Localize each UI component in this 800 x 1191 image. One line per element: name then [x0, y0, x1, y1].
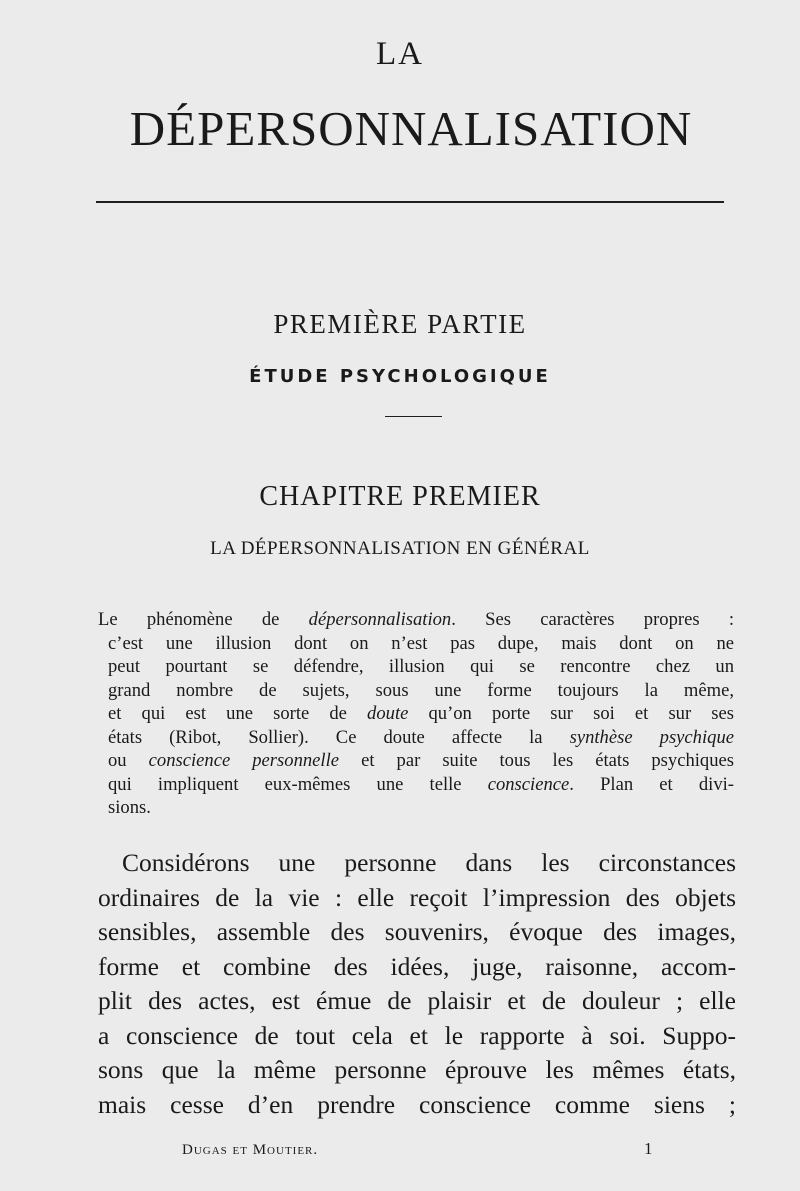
- body-line: plit des actes, est émue de plaisir et de douleur ; elle: [98, 986, 736, 1015]
- body-line: ordinaires de la vie : elle reçoit l’impression des objets: [98, 882, 736, 912]
- body-line: sensibles, assemble des souvenirs, évoque des images,: [98, 917, 736, 946]
- summary-line: peut pourtant se défendre, illusion qui se rencontre chez un: [108, 656, 734, 677]
- summary-line: Le phénomène de dépersonnalisation. Ses caractères propres :: [98, 609, 735, 630]
- page-number: 1: [644, 1139, 653, 1158]
- summary-line: sions.: [108, 797, 151, 818]
- part-title: PREMIÈRE PARTIE: [273, 309, 527, 339]
- chapter-title: CHAPITRE PREMIER: [259, 481, 541, 512]
- title-divider: [96, 201, 724, 203]
- body-line: forme et combine des idées, juge, raisonne, accom-: [98, 951, 736, 981]
- body-line: sons que la même personne éprouve les mêmes états,: [98, 1055, 736, 1084]
- body-line: a conscience de tout cela et le rapporte à soi. Suppo-: [98, 1020, 736, 1050]
- chapter-summary: [98, 608, 734, 820]
- summary-line: grand nombre de sujets, sous une forme toujours la même,: [108, 679, 734, 701]
- summary-line: c’est une illusion dont on n’est pas dupe, mais dont on ne: [108, 632, 734, 654]
- body-line: mais cesse d’en prendre conscience comme siens ;: [98, 1089, 736, 1119]
- title-article: LA: [376, 36, 424, 72]
- summary-line: états (Ribot, Sollier). Ce doute affecte la synthèse psychique: [108, 726, 734, 748]
- summary-line: et qui est une sorte de doute qu’on porte sur soi et sur ses: [108, 703, 735, 724]
- part-subtitle: ÉTUDE PSYCHOLOGIQUE: [249, 366, 551, 387]
- section-divider: [385, 416, 442, 417]
- summary-line: ou conscience personnelle et par suite tous les états psychiques: [108, 750, 734, 771]
- body-paragraph: [98, 846, 736, 1122]
- summary-line: qui impliquent eux-mêmes une telle conscience. Plan et divi-: [108, 773, 734, 795]
- footer-author: Dugas et Moutier.: [182, 1142, 319, 1158]
- body-line: Considérons une personne dans les circonstances: [122, 848, 736, 877]
- book-title: DÉPERSONNALISATION: [129, 101, 693, 156]
- chapter-subtitle: LA DÉPERSONNALISATION EN GÉNÉRAL: [210, 538, 590, 559]
